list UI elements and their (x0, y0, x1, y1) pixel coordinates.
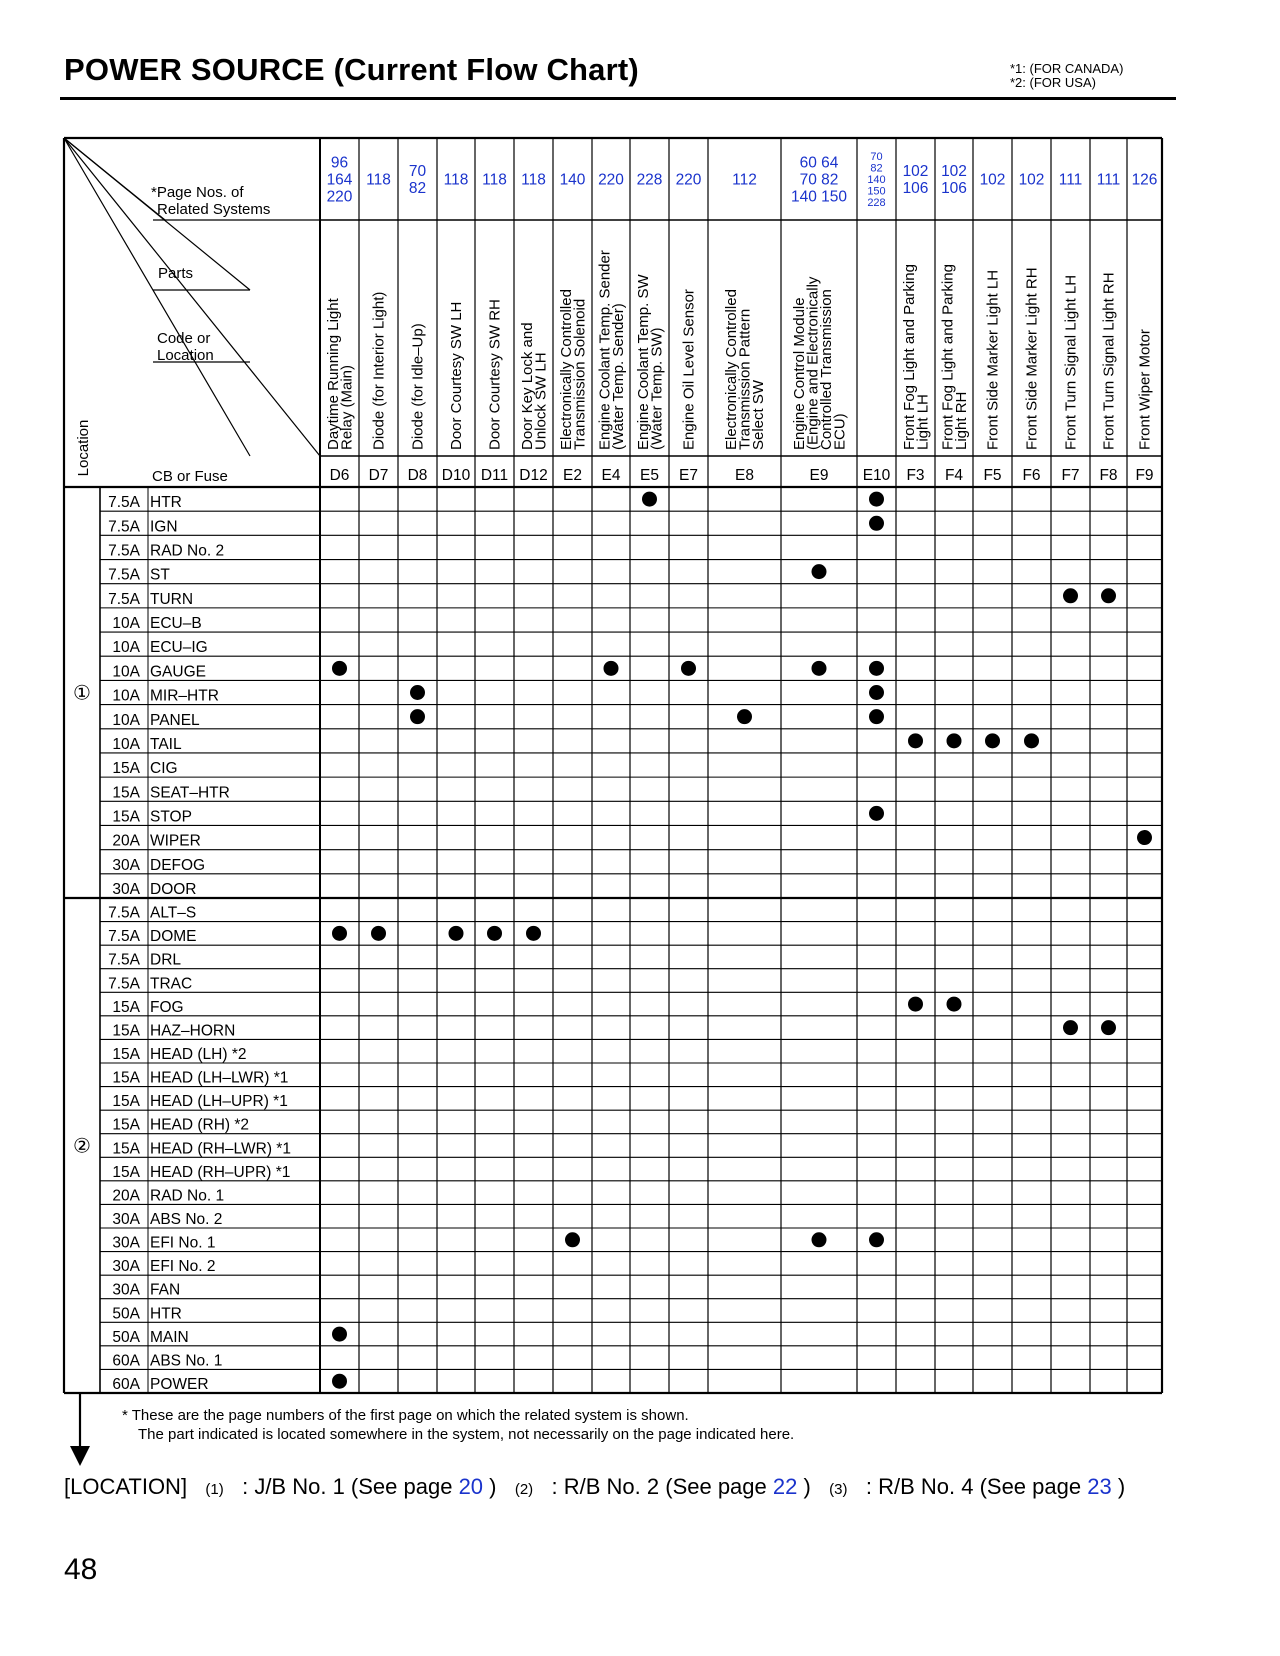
page-number-D8: 82 (408, 179, 427, 197)
connection-dot-gauge-D6 (332, 661, 347, 676)
fuse-name: SEAT–HTR (150, 784, 230, 802)
page-number-E10: 150 (867, 185, 886, 198)
connection-dot-gauge-E10 (869, 661, 884, 676)
fuse-amperage: 7.5A (108, 590, 140, 608)
part-name-F9: Front Wiper Motor (1136, 329, 1154, 450)
page-number-E4: 220 (598, 171, 624, 189)
fuse-name: EFI No. 1 (150, 1234, 216, 1252)
fuse-name: GAUGE (150, 663, 206, 681)
connection-dot-stop-E10 (869, 806, 884, 821)
fuse-amperage: 15A (112, 1069, 140, 1087)
part-name-E5: (Water Temp. SW) (648, 327, 666, 450)
part-name-E4: Engine Coolant Temp. Sender (596, 250, 614, 450)
fuse-name: FAN (150, 1281, 181, 1299)
connection-dot-panel-E8 (737, 709, 752, 724)
fuse-amperage: 50A (112, 1328, 140, 1346)
part-name-F3: Light LH (914, 394, 932, 450)
connection-dot-tail-F6 (1024, 733, 1039, 748)
fuse-name: DRL (150, 951, 182, 969)
connection-dot-efi-no-1-E2 (565, 1232, 580, 1247)
page-number-F8: 111 (1096, 171, 1121, 189)
page-nos-label: *Page Nos. of (151, 184, 244, 201)
column-code-D12: D12 (519, 467, 548, 484)
connection-dot-dome-D11 (487, 926, 502, 941)
fuse-name: RAD No. 2 (150, 542, 225, 560)
part-name-D10: Door Courtesy SW LH (448, 301, 465, 450)
page-number-E9: 70 82 (799, 171, 839, 189)
location-page-link-1[interactable]: 20 (458, 1474, 484, 1499)
part-name-D12: Unlock SW LH (532, 352, 550, 450)
page-number-E5: 228 (636, 171, 663, 189)
connection-dot-fog-F3 (908, 997, 923, 1012)
fuse-name: HEAD (LH–UPR) *1 (150, 1093, 288, 1111)
part-name-E9: ECU) (831, 413, 849, 450)
fuse-amperage: 30A (112, 1234, 140, 1252)
part-name-F5: Front Side Marker Light LH (984, 269, 1002, 450)
part-name-E5: Engine Coolant Temp. SW (634, 274, 652, 450)
part-name-F8: Front Turn Signal Light RH (1100, 272, 1118, 450)
fuse-amperage: 15A (112, 808, 140, 826)
fuse-amperage: 50A (112, 1305, 140, 1323)
location-axis-label: Location (75, 419, 92, 477)
connection-dot-dome-D6 (332, 926, 347, 941)
fuse-name: HEAD (RH–UPR) *1 (150, 1163, 291, 1181)
part-name-F6: Front Side Marker Light RH (1023, 267, 1041, 450)
column-code-E8: E8 (735, 467, 754, 484)
part-name-D12: Door Key Lock and (518, 322, 536, 450)
fuse-name: TAIL (150, 735, 182, 753)
fuse-name: MIR–HTR (150, 687, 219, 705)
page-number-E7: 220 (675, 171, 702, 189)
fuse-amperage: 7.5A (108, 518, 140, 536)
part-name-E8: Electronically Controlled (723, 289, 740, 450)
code-location-label: Location (157, 347, 214, 364)
location-page-link-2[interactable]: 22 (772, 1474, 798, 1499)
fuse-amperage: 60A (112, 1352, 140, 1370)
location-close-3: ) (1117, 1474, 1126, 1499)
page-number-D8: 70 (408, 162, 427, 180)
fuse-name: HEAD (RH–LWR) *1 (150, 1140, 291, 1158)
fuse-amperage: 7.5A (108, 975, 140, 993)
part-name-D6: Relay (Main) (338, 364, 356, 450)
page-number-F5: 102 (979, 171, 1006, 189)
connection-dot-mir-htr-D8 (410, 685, 425, 700)
fuse-name: POWER (150, 1376, 209, 1393)
column-code-F8: F8 (1099, 467, 1118, 484)
connection-dot-panel-E10 (869, 709, 884, 724)
page-number-F6: 102 (1018, 171, 1045, 189)
footnote-line-2: The part indicated is located somewhere in the system, not necessarily on the page indicated here. (138, 1426, 795, 1443)
connection-dot-htr-E5 (642, 492, 657, 507)
connection-dot-tail-F5 (985, 733, 1000, 748)
fuse-name: TURN (150, 590, 194, 608)
group-symbol-2: ② (73, 1135, 91, 1158)
connection-dot-gauge-E4 (604, 661, 619, 676)
location-label: [LOCATION] (64, 1474, 188, 1499)
location-arrow-icon (70, 1446, 90, 1466)
fuse-amperage: 30A (112, 856, 140, 874)
fuse-name: TRAC (150, 975, 193, 993)
part-name-F4: Front Fog Light and Parking (939, 264, 957, 450)
connection-dot-tail-F4 (947, 733, 962, 748)
connection-dot-dome-D7 (371, 926, 386, 941)
fuse-name: HEAD (RH) *2 (150, 1116, 250, 1134)
fuse-name: ABS No. 1 (150, 1352, 223, 1370)
fuse-name: ST (150, 566, 170, 584)
page-number-E10: 82 (870, 162, 883, 175)
fuse-amperage: 15A (112, 1116, 140, 1134)
fuse-name: ECU–B (150, 615, 202, 633)
connection-dot-power-D6 (332, 1374, 347, 1389)
fuse-amperage: 15A (112, 1163, 140, 1181)
column-code-E5: E5 (640, 467, 659, 484)
connection-dot-ign-E10 (869, 516, 884, 531)
part-name-F4: Light RH (952, 391, 970, 450)
code-location-label: Code or (157, 330, 211, 347)
fuse-name: MAIN (150, 1328, 189, 1346)
fuse-name: CIG (150, 760, 178, 778)
connection-dot-gauge-E9 (812, 661, 827, 676)
location-close-2: ) (803, 1474, 811, 1499)
fuse-amperage: 30A (112, 881, 140, 898)
column-code-D8: D8 (407, 467, 428, 484)
page-number-F9: 126 (1131, 171, 1158, 189)
fuse-name: ALT–S (150, 904, 197, 922)
connection-dot-dome-D10 (449, 926, 464, 941)
column-code-E4: E4 (601, 467, 621, 484)
fuse-amperage: 7.5A (108, 951, 140, 969)
part-name-E7: Engine Oil Level Sensor (680, 289, 698, 450)
part-name-E9: Controlled Transmission (817, 289, 835, 450)
fuse-amperage: 7.5A (108, 928, 140, 946)
connection-dot-panel-D8 (410, 709, 425, 724)
part-name-D6: Daytime Running Light (324, 298, 342, 450)
location-legend (64, 1474, 1125, 1500)
fuse-amperage: 7.5A (108, 494, 140, 512)
fuse-name: STOP (150, 808, 192, 826)
fuse-amperage: 10A (112, 711, 140, 729)
fuse-name: ABS No. 2 (150, 1211, 223, 1228)
fuse-name: ECU–IG (150, 639, 208, 657)
fuse-name: HTR (150, 1305, 182, 1323)
page-number-D10: 118 (443, 171, 469, 189)
fuse-amperage: 60A (112, 1376, 140, 1393)
column-code-E2: E2 (563, 467, 582, 484)
fuse-amperage: 15A (112, 1093, 140, 1111)
fuse-amperage: 30A (112, 1258, 140, 1276)
location-num-3: (3) (829, 1481, 848, 1498)
page-number: 48 (64, 1553, 98, 1586)
fuse-amperage: 10A (112, 615, 140, 633)
location-num-1: (1) (205, 1481, 224, 1498)
group-symbol-1: ① (73, 682, 91, 705)
connection-dot-haz-horn-F8 (1101, 1020, 1116, 1035)
part-name-E8: Select SW (750, 379, 767, 450)
fuse-name: WIPER (150, 832, 201, 850)
fuse-amperage: 10A (112, 735, 140, 753)
connection-dot-gauge-E7 (681, 661, 696, 676)
column-code-D7: D7 (368, 467, 389, 484)
column-code-F3: F3 (906, 467, 925, 484)
column-code-D6: D6 (329, 467, 350, 484)
part-name-F3: Front Fog Light and Parking (900, 264, 918, 450)
page-number-E9: 60 64 (799, 154, 839, 172)
page-number-E2: 140 (559, 171, 586, 189)
part-name-E9: Engine Control Module (790, 297, 808, 450)
fuse-amperage: 7.5A (108, 566, 140, 584)
location-close-1: ) (489, 1474, 497, 1499)
fuse-amperage: 10A (112, 639, 140, 657)
page-number-F4: 106 (941, 179, 967, 197)
connection-dot-turn-F8 (1101, 588, 1116, 603)
connection-dot-turn-F7 (1063, 588, 1078, 603)
connection-dot-htr-E10 (869, 492, 884, 507)
connection-dot-efi-no-1-E9 (812, 1232, 827, 1247)
page-number-D6: 164 (326, 171, 353, 189)
fuse-amperage: 10A (112, 687, 140, 705)
column-code-E10: E10 (862, 467, 891, 484)
fuse-amperage: 20A (112, 1187, 140, 1205)
part-name-D7: Diode (for Interior Light) (370, 291, 388, 450)
page-number-F7: 111 (1058, 171, 1083, 189)
page-number-E10: 228 (867, 196, 886, 209)
fuse-name: IGN (150, 518, 178, 536)
connection-dot-efi-no-1-E10 (869, 1232, 884, 1247)
location-text-2: : R/B No. 2 (See page (551, 1474, 767, 1499)
fuse-amperage: 15A (112, 760, 140, 778)
page-number-D11: 118 (482, 171, 507, 189)
fuse-amperage: 15A (112, 784, 140, 802)
column-code-F9: F9 (1135, 467, 1154, 484)
part-name-F7: Front Turn Signal Light LH (1062, 274, 1080, 450)
page-title: POWER SOURCE (Current Flow Chart) (64, 52, 639, 87)
fuse-name: DOME (150, 928, 197, 946)
fuse-amperage: 30A (112, 1281, 140, 1299)
fuse-name: HTR (150, 494, 182, 512)
connection-dot-main-D6 (332, 1327, 347, 1342)
part-name-E9: (Engine and Electronically (804, 276, 822, 450)
column-code-F6: F6 (1022, 467, 1041, 484)
connection-dot-haz-horn-F7 (1063, 1020, 1078, 1035)
fuse-amperage: 7.5A (108, 542, 140, 560)
page-number-D6: 220 (326, 188, 353, 206)
page-number-F4: 102 (941, 162, 967, 180)
connection-dot-wiper-F9 (1137, 830, 1152, 845)
part-name-E8: Transmission Pattern (736, 308, 754, 450)
part-name-E2: Electronically Controlled (557, 289, 575, 450)
fuse-name: DEFOG (150, 856, 206, 874)
fuse-amperage: 30A (112, 1211, 140, 1228)
column-code-F5: F5 (983, 467, 1002, 484)
fuse-amperage: 15A (112, 1140, 140, 1158)
page-number-E10: 140 (867, 173, 886, 186)
fuse-name: DOOR (150, 881, 197, 898)
part-name-E4: (Water Temp. Sender) (609, 303, 627, 450)
page-number-D12: 118 (521, 171, 546, 189)
footnote (122, 1406, 794, 1444)
fuse-name: HAZ–HORN (150, 1022, 236, 1040)
page-number-E10: 70 (870, 150, 883, 163)
column-code-D11: D11 (480, 467, 509, 484)
cb-fuse-label: CB or Fuse (152, 468, 228, 485)
location-page-link-3[interactable]: 23 (1087, 1474, 1112, 1499)
part-name-D11: Door Courtesy SW RH (486, 299, 504, 450)
fuse-amperage: 15A (112, 1046, 140, 1063)
fuse-name: HEAD (LH) *2 (150, 1046, 247, 1063)
column-code-D10: D10 (441, 467, 471, 484)
note-canada: *1: (FOR CANADA) (1010, 61, 1124, 76)
note-usa: *2: (FOR USA) (1010, 75, 1096, 90)
part-name-E2: Transmission Solenoid (571, 298, 589, 450)
location-text-3: : R/B No. 4 (See page (865, 1474, 1082, 1499)
location-num-2: (2) (514, 1481, 534, 1498)
fuse-amperage: 15A (112, 1022, 140, 1040)
fuse-name: FOG (150, 998, 184, 1016)
parts-label: Parts (158, 265, 194, 282)
page-nos-label: Related Systems (157, 201, 271, 218)
fuse-amperage: 15A (112, 998, 140, 1016)
page-number-F3: 102 (902, 162, 929, 180)
column-code-E9: E9 (809, 467, 829, 484)
connection-dot-tail-F3 (908, 733, 923, 748)
column-code-E7: E7 (679, 467, 698, 484)
column-code-F4: F4 (944, 467, 964, 484)
footnote-line-1: * These are the page numbers of the first page on which the related system is shown. (122, 1407, 689, 1424)
page-number-E8: 112 (732, 171, 757, 189)
page-number-D7: 118 (366, 171, 391, 189)
page-number-F3: 106 (902, 179, 929, 197)
part-name-D8: Diode (for Idle–Up) (409, 323, 427, 450)
fuse-name: EFI No. 2 (150, 1258, 216, 1276)
connection-dot-st-E9 (812, 564, 827, 579)
page-number-E9: 140 150 (790, 188, 848, 206)
fuse-name: RAD No. 1 (150, 1187, 225, 1205)
fuse-amperage: 20A (112, 832, 140, 850)
fuse-name: PANEL (150, 711, 200, 729)
connection-dot-dome-D12 (526, 926, 541, 941)
page-number-D6: 96 (330, 154, 349, 172)
fuse-amperage: 7.5A (108, 904, 140, 922)
fuse-amperage: 10A (112, 663, 140, 681)
connection-dot-mir-htr-E10 (869, 685, 884, 700)
column-code-F7: F7 (1061, 467, 1080, 484)
fuse-name: HEAD (LH–LWR) *1 (150, 1069, 289, 1087)
connection-dot-fog-F4 (947, 997, 962, 1012)
location-text-1: : J/B No. 1 (See page (242, 1474, 453, 1499)
